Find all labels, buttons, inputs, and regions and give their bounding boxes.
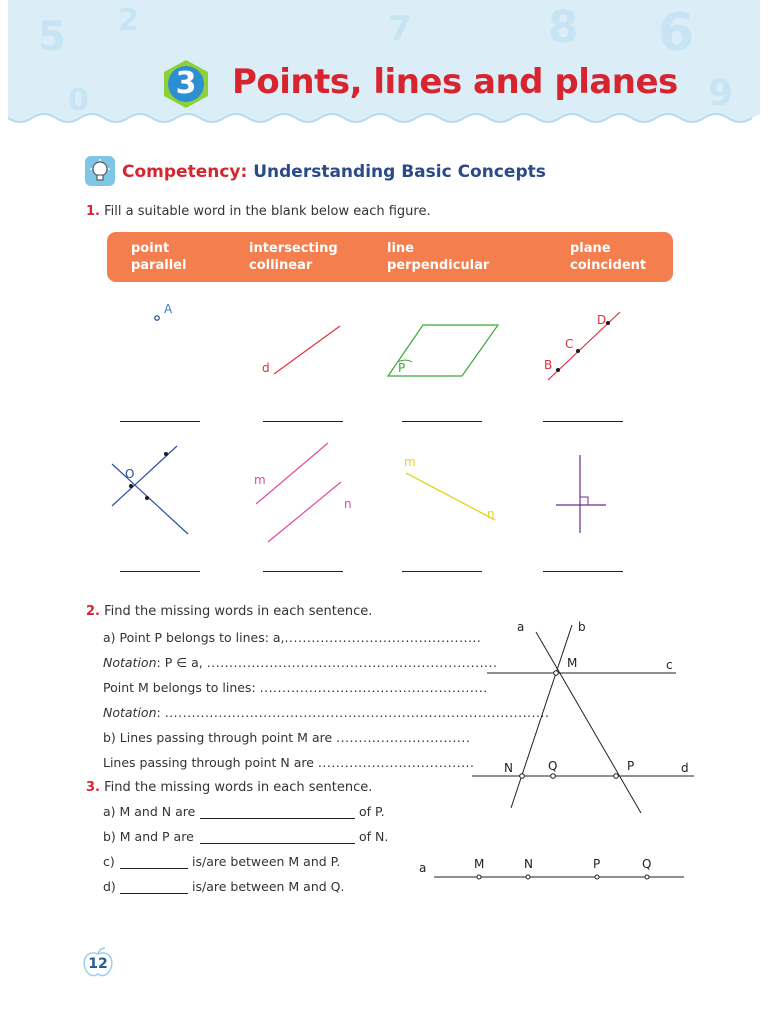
figure-label: P: [627, 759, 635, 773]
figure-label: a: [517, 620, 525, 634]
figure-label: B: [544, 358, 553, 372]
figure-label: O: [125, 467, 135, 481]
answer-blank[interactable]: [120, 421, 200, 422]
figure-label: Q: [642, 857, 652, 871]
svg-text:2: 2: [118, 3, 139, 38]
competency-value: Understanding Basic Concepts: [253, 162, 546, 182]
fill-line[interactable]: [103, 705, 549, 720]
figure-intersecting: [112, 446, 188, 534]
dotted-blank: ...................................................: [259, 680, 488, 695]
figure-label: C: [565, 337, 574, 351]
word-bank-item: collinear: [249, 258, 313, 273]
line-suffix: is/are between M and Q.: [192, 879, 345, 894]
figure-label: d: [681, 761, 689, 775]
word-bank-item: plane: [570, 241, 611, 256]
answer-blank[interactable]: [543, 571, 623, 572]
dotted-blank: ............................................: [284, 630, 482, 645]
line-prefix: c): [103, 854, 115, 869]
question-2: [86, 604, 372, 619]
word-bank-item: parallel: [131, 258, 187, 273]
figure-collinear: [544, 312, 620, 380]
line-prefix: b) Lines passing through point M are: [103, 730, 337, 745]
dotted-blank: ..............................: [336, 730, 471, 745]
answer-blank[interactable]: [263, 421, 343, 422]
line-prefix: b) M and P are: [103, 829, 194, 844]
question-text: Find the missing words in each sentence.: [104, 604, 373, 619]
fill-line: [103, 879, 116, 894]
figure-label: A: [164, 302, 173, 316]
figure-label: P: [593, 857, 601, 871]
answer-blank[interactable]: [120, 893, 188, 894]
chapter-title: Points, lines and planes: [232, 62, 678, 102]
figure-perpendicular: [556, 455, 606, 533]
figure-label: m: [404, 455, 416, 469]
line-prefix: Lines passing through point N are: [103, 755, 318, 770]
answer-blank[interactable]: [543, 421, 623, 422]
answer-blank[interactable]: [263, 571, 343, 572]
figure-label: P: [398, 361, 406, 375]
line-prefix: a) M and N are: [103, 804, 196, 819]
answer-blank[interactable]: [200, 818, 355, 819]
line-prefix: :: [156, 705, 165, 720]
figure-label: N: [504, 761, 513, 775]
fill-line[interactable]: [103, 730, 470, 745]
figure-label: d: [262, 361, 270, 375]
question-3: [86, 780, 372, 795]
svg-text:7: 7: [388, 9, 412, 49]
line-prefix: d): [103, 879, 116, 894]
fill-line: [103, 854, 115, 869]
line-italic: Notation: [103, 655, 157, 670]
dotted-blank: .................................................................: [206, 655, 498, 670]
dotted-blank: ...................................: [317, 755, 475, 770]
question-number: 2.: [86, 604, 100, 619]
page-number: 12: [88, 956, 108, 972]
figure-label: m: [254, 473, 266, 487]
fill-line: [103, 804, 195, 819]
question-text: Fill a suitable word in the blank below each figure.: [104, 204, 431, 219]
figure-label: M: [567, 656, 578, 670]
word-bank-item: point: [131, 241, 170, 256]
question-number: 1.: [86, 204, 100, 219]
line-prefix: : P ∈ a,: [156, 655, 207, 670]
figure-label: M: [474, 857, 485, 871]
answer-blank[interactable]: [402, 421, 482, 422]
figure-point: [155, 302, 173, 320]
answer-blank[interactable]: [200, 843, 355, 844]
line-italic: Notation: [103, 705, 157, 720]
figure-label: Q: [548, 759, 558, 773]
svg-text:6: 6: [658, 3, 695, 63]
word-bank-item: intersecting: [249, 241, 338, 256]
figure-label: n: [487, 507, 495, 521]
svg-text:0: 0: [68, 83, 89, 118]
fill-line: [103, 829, 194, 844]
question-text: Find the missing words in each sentence.: [104, 780, 373, 795]
figure-label: c: [666, 658, 673, 672]
word-bank-item: line: [387, 241, 414, 256]
answer-blank[interactable]: [402, 571, 482, 572]
line-prefix: Point M belongs to lines:: [103, 680, 260, 695]
figure-label: b: [578, 620, 586, 634]
fill-line[interactable]: [103, 630, 481, 645]
line-suffix: of P.: [359, 804, 385, 819]
figure-parallel: [254, 443, 352, 542]
figure-q3-line: [419, 857, 684, 879]
question-number: 3.: [86, 780, 100, 795]
figure-coincident: [404, 455, 495, 521]
line-prefix: a) Point P belongs to lines: a,: [103, 630, 285, 645]
chapter-number: 3: [175, 66, 197, 101]
svg-text:9: 9: [708, 73, 734, 114]
svg-text:8: 8: [548, 2, 579, 53]
figure-label: n: [344, 497, 352, 511]
figure-plane: [388, 325, 498, 376]
line-suffix: is/are between M and P.: [192, 854, 341, 869]
fill-line[interactable]: [103, 755, 475, 770]
svg-text:5: 5: [38, 14, 66, 60]
fill-line[interactable]: [103, 680, 488, 695]
fill-line[interactable]: [103, 655, 497, 670]
dotted-blank: ......................................................................................: [164, 705, 550, 720]
answer-blank[interactable]: [120, 868, 188, 869]
answer-blank[interactable]: [120, 571, 200, 572]
word-bank-item: perpendicular: [387, 258, 490, 273]
word-bank-item: coincident: [570, 258, 647, 273]
figure-label: D: [597, 313, 607, 327]
line-suffix: of N.: [359, 829, 389, 844]
figure-label: N: [524, 857, 533, 871]
figure-label: a: [419, 861, 427, 875]
competency-label: Competency:: [122, 162, 248, 182]
figure-line: [262, 326, 340, 375]
